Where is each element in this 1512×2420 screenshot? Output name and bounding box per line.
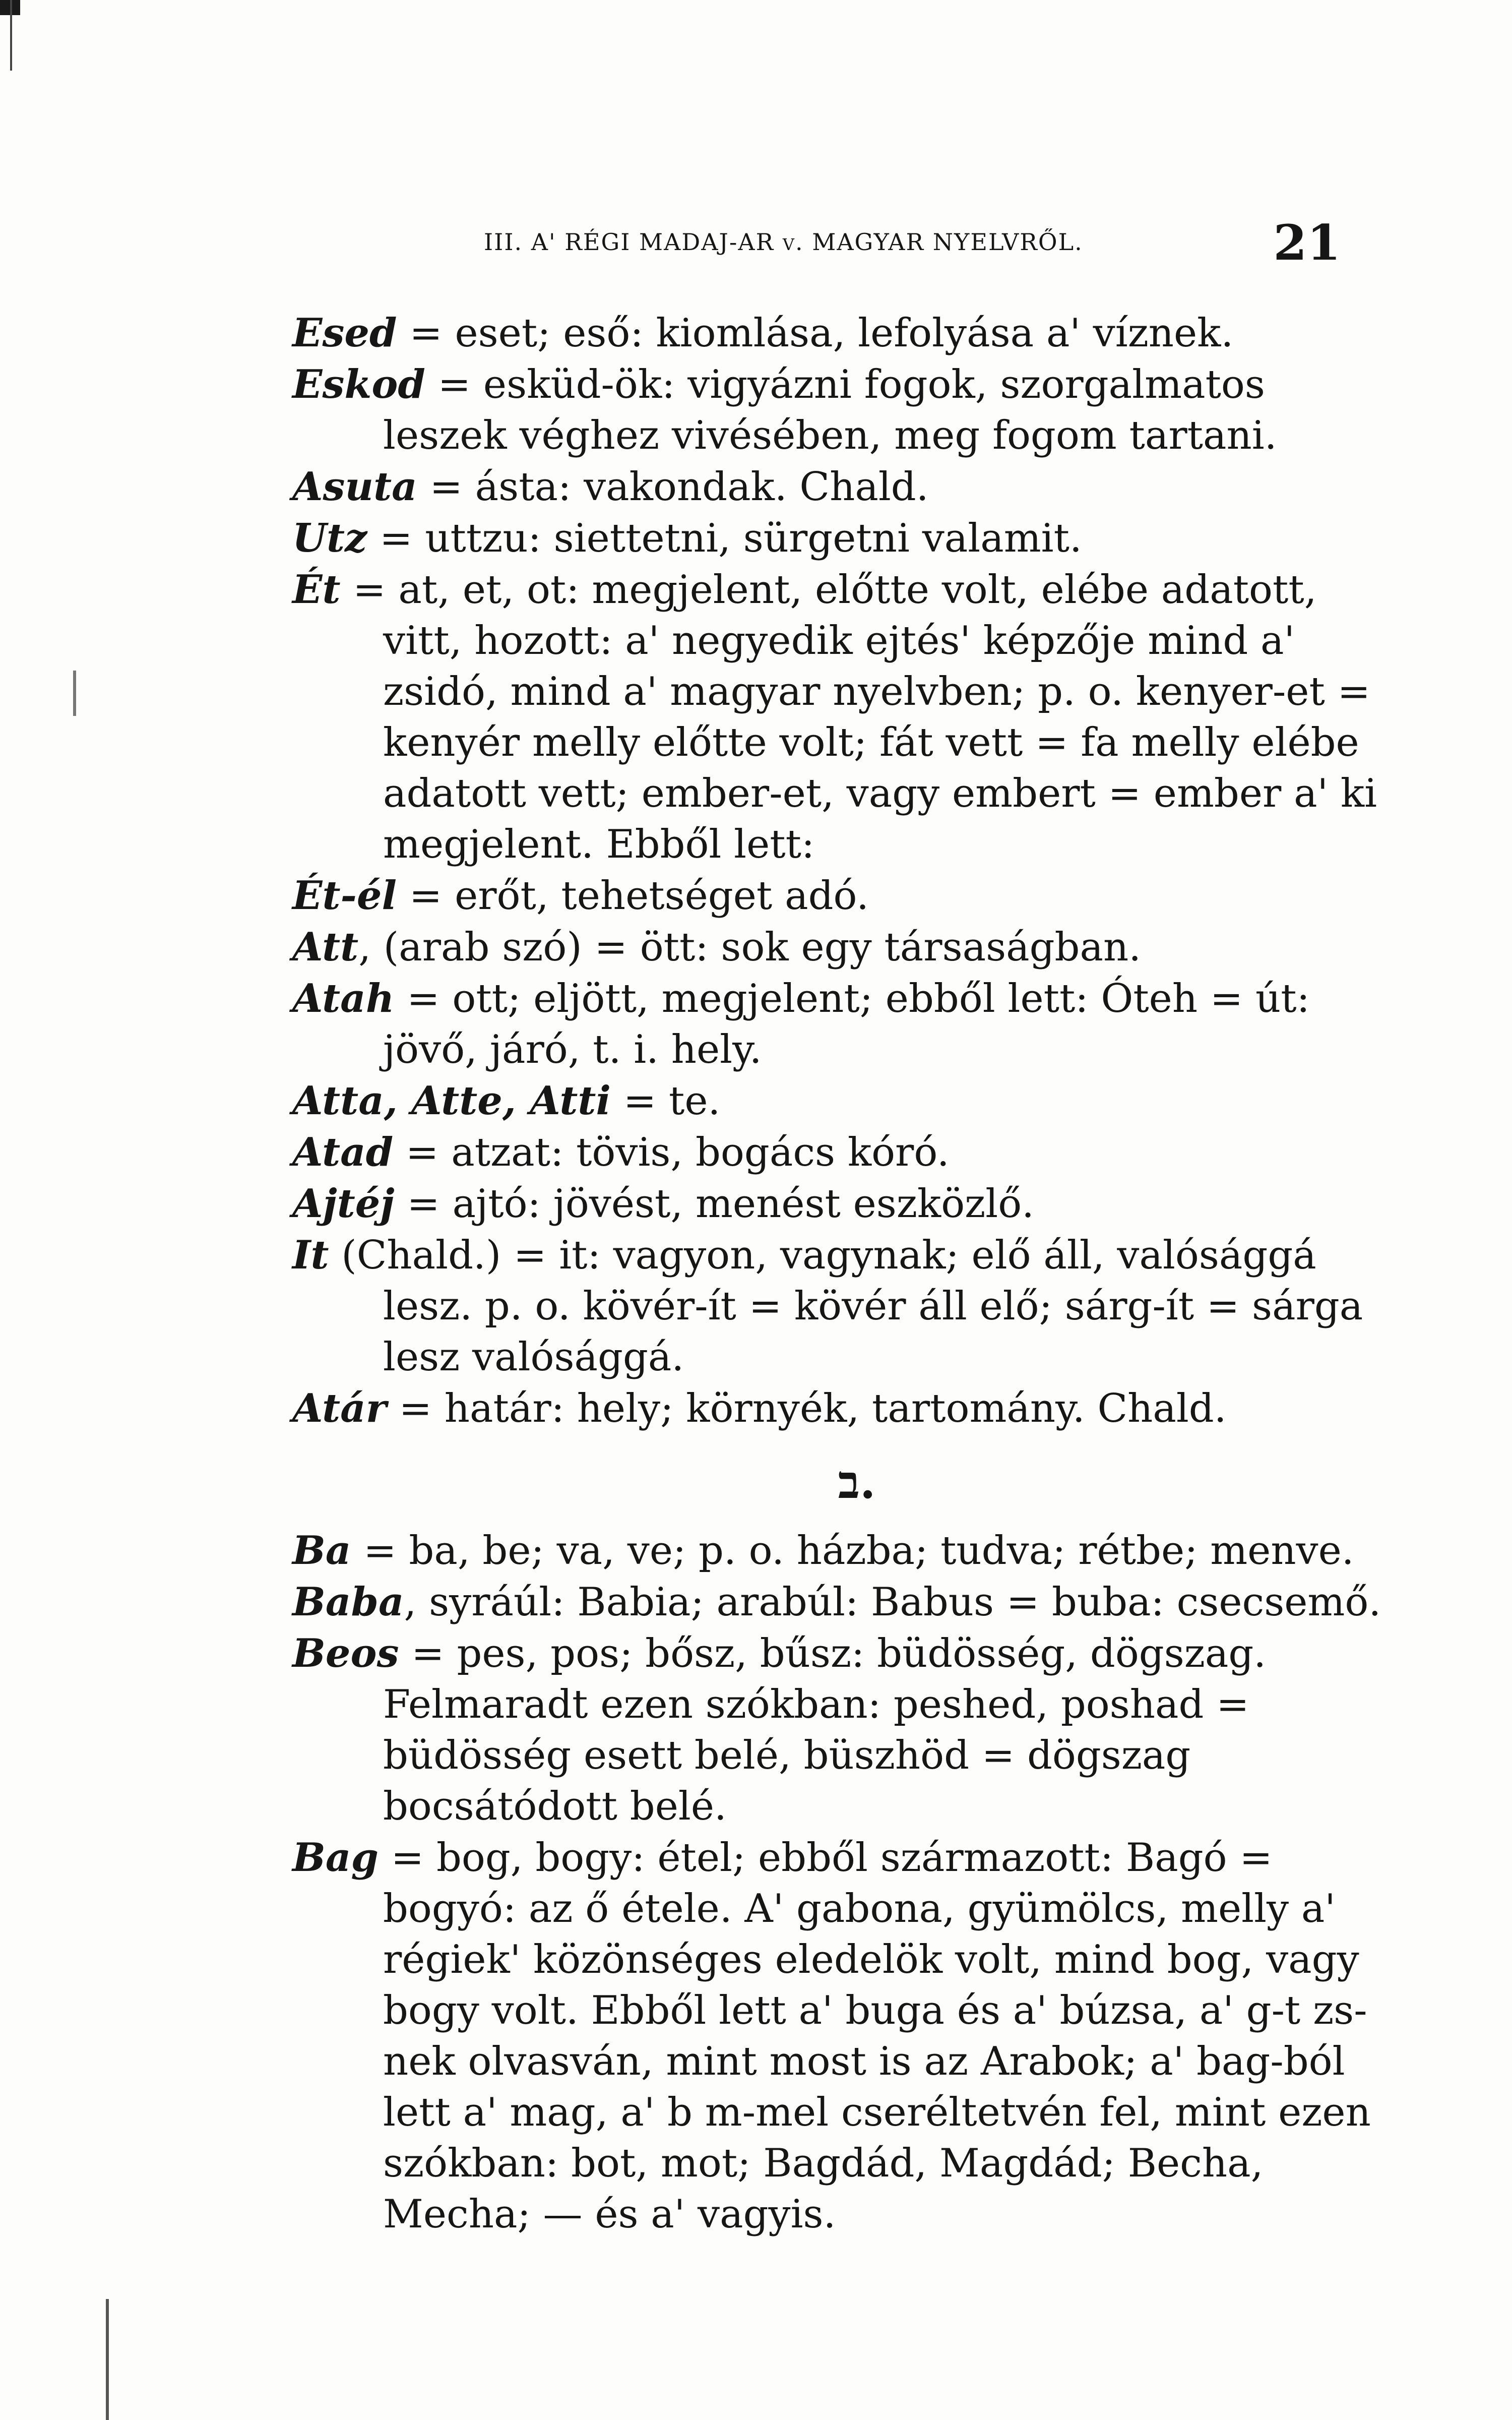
entry-headword: Utz bbox=[292, 515, 367, 561]
entry-headword: Eskod bbox=[292, 361, 425, 407]
dictionary-entry bbox=[292, 1525, 1391, 1577]
entry-headword: It bbox=[292, 1232, 329, 1278]
entry-definition: = eset; eső: kiomlása, lefolyása a' víznek. bbox=[397, 311, 1234, 356]
dictionary-entry bbox=[292, 922, 1391, 973]
entry-definition: = esküd-ök: vigyázni fogok, szorgalmatos leszek véghez vivésében, meg fogom tartani. bbox=[383, 362, 1277, 458]
entry-definition: = uttzu: siettetni, sürgetni valamit. bbox=[367, 516, 1082, 561]
entry-definition: , syráúl: Babia; arabúl: Babus = buba: csecsemő. bbox=[404, 1580, 1381, 1625]
entry-definition: = atzat: tövis, bogács kóró. bbox=[393, 1130, 950, 1175]
entry-definition: , (arab szó) = ött: sok egy társaságban. bbox=[358, 925, 1142, 970]
entry-definition: = te. bbox=[611, 1078, 721, 1124]
entry-headword: Ét-él bbox=[292, 873, 397, 919]
dictionary-entry bbox=[292, 973, 1391, 1075]
scan-speck bbox=[73, 671, 76, 716]
entry-headword: Ba bbox=[292, 1528, 351, 1574]
entry-definition: = bog, bogy: étel; ebből származott: Bagó = bogyó: az ő étele. A' gabona, gyümölcs, melly a' régiek' közönséges eledelök volt, mind bog, vagy bogy volt. Ebből lett a' buga és a' búzsa, a' g-t zs-nek olvasván, mint most is az Arabok; a' bag-ból lett a' mag, a' b m-mel cseréltetvén fel, mint ezen szókban: bot, mot; Bagdád, Magdád; Becha, Mecha; — és a' vagyis. bbox=[379, 1835, 1371, 2237]
entry-headword: Bag bbox=[292, 1835, 379, 1881]
entry-headword: Atah bbox=[292, 976, 395, 1021]
dictionary-entry bbox=[292, 513, 1391, 564]
dictionary-entry bbox=[292, 308, 1391, 359]
entry-definition: = határ: hely; környék, tartomány. Chald. bbox=[386, 1386, 1227, 1431]
entry-headword: Ajtéj bbox=[292, 1181, 395, 1227]
entry-definition: = pes, pos; bősz, bűsz: büdösség, dögszag. Felmaradt ezen szókban: peshed, poshad = büdösség esett belé, büszhöd = dögszag bocsátódott belé. bbox=[383, 1631, 1267, 1829]
entry-definition: = at, et, ot: megjelent, előtte volt, elébe adatott, vitt, hozott: a' negyedik ejtés' képzője mind a' zsidó, mind a' magyar nyelvben; p. o. kenyer-et = kenyér melly előtte volt; fát vett = fa melly elébe adatott vett; ember-et, vagy embert = ember a' ki megjelent. Ebből lett: bbox=[340, 567, 1377, 867]
running-header bbox=[484, 214, 1341, 270]
entry-definition: = ajtó: jövést, menést eszközlő. bbox=[394, 1181, 1034, 1227]
entry-definition: = ott; eljött, megjelent; ebből lett: Óteh = út: jövő, járó, t. i. hely. bbox=[383, 976, 1310, 1072]
entry-headword: Asuta bbox=[292, 464, 417, 510]
dictionary-entry bbox=[292, 461, 1391, 513]
scan-margin-line-bottom bbox=[106, 2299, 109, 2420]
dictionary-body bbox=[292, 308, 1391, 2240]
dictionary-entry bbox=[292, 1075, 1391, 1127]
dictionary-entry bbox=[292, 1383, 1391, 1434]
entry-headword: Baba bbox=[292, 1579, 404, 1625]
entry-headword: Atár bbox=[292, 1385, 387, 1431]
dictionary-entry bbox=[292, 1230, 1391, 1383]
entry-headword: Att bbox=[292, 924, 359, 970]
dictionary-entry bbox=[292, 1127, 1391, 1178]
page-number: 21 bbox=[1273, 214, 1341, 271]
entry-headword: Ét bbox=[292, 567, 341, 613]
entry-definition: = erőt, tehetséget adó. bbox=[397, 873, 869, 919]
scan-margin-line bbox=[10, 0, 12, 71]
entry-headword: Beos bbox=[292, 1630, 399, 1676]
running-title: III. A' RÉGI MADAJ-AR v. MAGYAR NYELVRŐL. bbox=[484, 228, 1083, 256]
dictionary-entry bbox=[292, 1178, 1391, 1230]
entry-definition: = ba, be; va, ve; p. o. házba; tudva; rétbe; menve. bbox=[351, 1528, 1354, 1574]
entry-definition: = ásta: vakondak. Chald. bbox=[417, 464, 929, 510]
dictionary-entry bbox=[292, 1832, 1391, 2240]
dictionary-entry bbox=[292, 870, 1391, 922]
entry-headword: Atad bbox=[292, 1129, 394, 1175]
entry-headword: Atta, Atte, Atti bbox=[292, 1078, 611, 1124]
dictionary-entry bbox=[292, 1577, 1391, 1628]
section-letter-heading: ב. bbox=[838, 1456, 876, 1509]
entry-headword: Esed bbox=[292, 310, 397, 356]
entry-definition: (Chald.) = it: vagyon, vagynak; elő áll, valósággá lesz. p. o. kövér-ít = kövér áll elő; sárg-ít = sárga lesz valósággá. bbox=[329, 1233, 1363, 1380]
dictionary-entry bbox=[292, 359, 1391, 461]
dictionary-entry bbox=[292, 1628, 1391, 1832]
dictionary-entry bbox=[292, 564, 1391, 870]
